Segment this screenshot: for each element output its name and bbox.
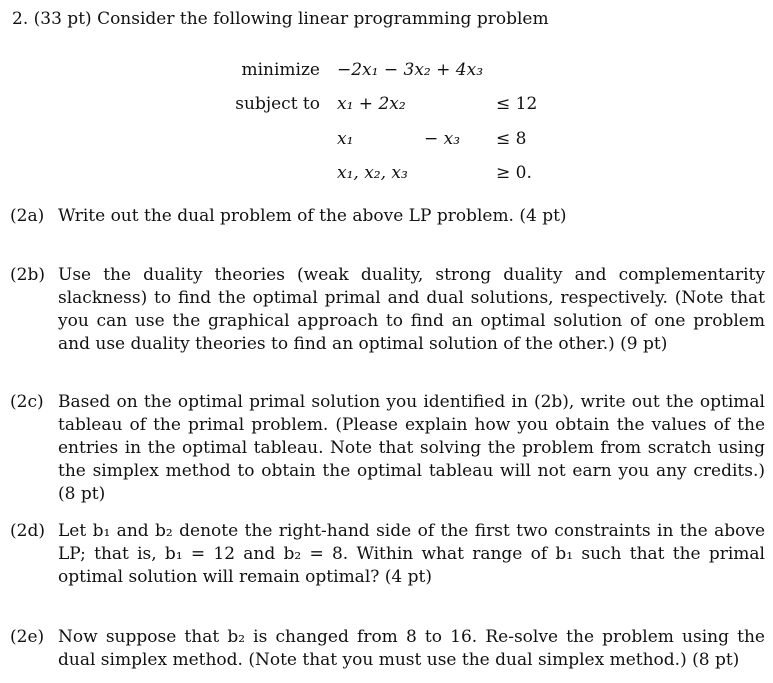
question-2b <box>10 264 765 356</box>
question-id: (2c) <box>10 392 44 412</box>
problem-number: 2. <box>12 9 29 29</box>
constraint-2-lhs-a: x₁ <box>337 129 354 149</box>
question-id: (2a) <box>10 206 45 226</box>
constraints-label: subject to <box>235 94 320 114</box>
question-id: (2d) <box>10 521 45 541</box>
question-2e <box>10 626 765 672</box>
question-text: Based on the optimal primal solution you identified in (2b), write out the optimal tableau of the primal problem. (Please explain how you obtain the values of the entries in the optimal tableau. Note that solving the problem from scratch using the simplex method to obtain the optimal tableau will not earn you any credits.) (8 pt) <box>58 392 765 504</box>
question-2c <box>10 391 765 506</box>
problem-intro: Consider the following linear programming problem <box>97 9 549 29</box>
constraint-3-rhs: ≥ 0. <box>496 163 532 183</box>
constraint-1-rhs: ≤ 12 <box>496 94 538 114</box>
question-2a <box>10 205 765 228</box>
question-id: (2e) <box>10 627 45 647</box>
question-2d <box>10 520 765 589</box>
question-text: Let b₁ and b₂ denote the right-hand side of the first two constraints in the above LP; that is, b₁ = 12 and b₂ = 8. Within what range of b₁ such that the primal optimal solution will remain optimal? (4 pt) <box>58 521 765 587</box>
problem-heading <box>12 8 549 30</box>
question-id: (2b) <box>10 265 45 285</box>
constraint-2-lhs-b: − x₃ <box>424 129 461 149</box>
constraint-1-lhs: x₁ + 2x₂ <box>337 94 406 114</box>
objective-expression: −2x₁ − 3x₂ + 4x₃ <box>337 60 484 80</box>
question-text: Use the duality theories (weak duality, strong duality and complementarity slackness) to find the optimal primal and dual solutions, respectively. (Note that you can use the graphical approach to find an optimal solution of one problem and use duality theories to find an optimal solution of the other.) (9 pt) <box>58 265 765 354</box>
question-text: Now suppose that b₂ is changed from 8 to 16. Re-solve the problem using the dual simplex method. (Note that you must use the dual simplex method.) (8 pt) <box>58 627 765 670</box>
problem-points: (33 pt) <box>33 9 92 29</box>
constraint-2-rhs: ≤ 8 <box>496 129 527 149</box>
objective-label: minimize <box>241 60 320 80</box>
question-text: Write out the dual problem of the above LP problem. (4 pt) <box>58 206 567 226</box>
constraint-3-lhs: x₁, x₂, x₃ <box>337 163 408 183</box>
